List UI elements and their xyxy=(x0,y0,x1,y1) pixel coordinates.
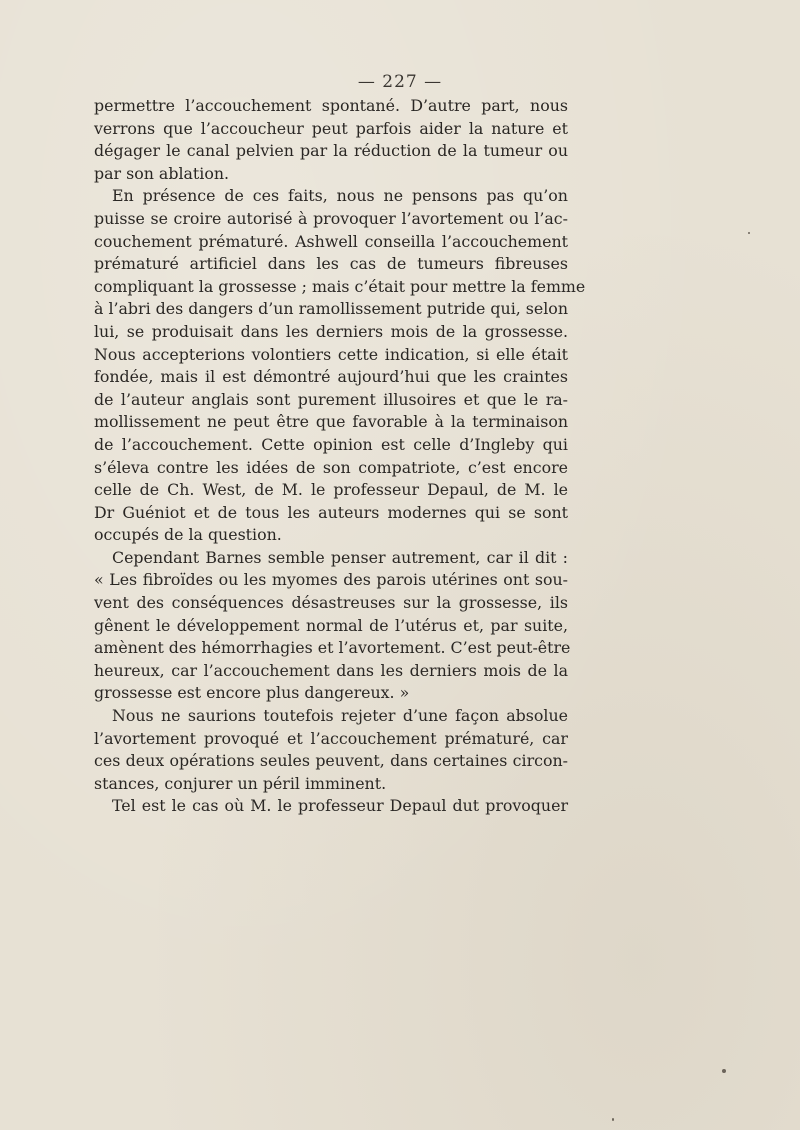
text-line: celle de Ch. West, de M. le professeur Depaul, de M. le xyxy=(94,480,568,500)
text-line: prématuré artificiel dans les cas de tumeurs fibreuses xyxy=(94,254,568,274)
text-line: couchement prématuré. Ashwell conseilla l’accouchement xyxy=(94,231,568,251)
text-line: dégager le canal pelvien par la réduction de la tumeur ou xyxy=(94,141,568,161)
text-line: Nous ne saurions toutefois rejeter d’une façon absolue xyxy=(112,706,568,726)
text-line: « Les fibroïdes ou les myomes des parois utérines ont sou- xyxy=(94,570,568,590)
text-line: amènent des hémorrhagies et l’avortement. C’est peut-être xyxy=(94,638,571,658)
paper-speck xyxy=(748,232,750,234)
text-line: grossesse est encore plus dangereux. » xyxy=(94,683,410,703)
text-line: de l’accouchement. Cette opinion est celle d’Ingleby qui xyxy=(94,434,568,454)
text-line: par son ablation. xyxy=(94,163,230,183)
text-line: puisse se croire autorisé à provoquer l’avortement ou l’ac- xyxy=(94,208,568,228)
text-line: à l’abri des dangers d’un ramollissement putride qui, selon xyxy=(94,299,568,319)
text-line: ces deux opérations seules peuvent, dans certaines circon- xyxy=(94,751,568,771)
text-line: mollissement ne peut être que favorable à la terminaison xyxy=(94,412,568,432)
text-line: occupés de la question. xyxy=(94,525,282,545)
page-number: — 227 — xyxy=(357,72,443,92)
text-line: En présence de ces faits, nous ne pensons pas qu’on xyxy=(112,186,568,206)
text-line: permettre l’accouchement spontané. D’autre part, nous xyxy=(94,96,568,115)
text-line: de l’auteur anglais sont purement illusoires et que le ra- xyxy=(94,389,568,409)
text-line: stances, conjurer un péril imminent. xyxy=(94,773,387,793)
paper-speck xyxy=(612,1118,614,1121)
text-line: Nous accepterions volontiers cette indication, si elle était xyxy=(94,344,568,364)
text-line: Dr Guéniot et de tous les auteurs modernes qui se sont xyxy=(94,502,568,522)
text-line: Cependant Barnes semble penser autrement, car il dit : xyxy=(112,547,568,567)
text-line: s’éleva contre les idées de son compatriote, c’est encore xyxy=(94,457,568,477)
text-line: verrons que l’accoucheur peut parfois aider la nature et xyxy=(94,118,568,138)
body-text xyxy=(94,95,586,818)
text-line: Tel est le cas où M. le professeur Depaul dut provoquer xyxy=(112,796,568,816)
text-line: lui, se produisait dans les derniers mois de la grossesse. xyxy=(94,321,568,341)
text-line: vent des conséquences désastreuses sur la grossesse, ils xyxy=(94,593,568,613)
paper-speck xyxy=(722,1069,726,1073)
text-line: l’avortement provoqué et l’accouchement prématuré, car xyxy=(94,728,568,748)
text-line: compliquant la grossesse ; mais c’était pour mettre la femme xyxy=(94,276,586,296)
text-line: fondée, mais il est démontré aujourd’hui que les craintes xyxy=(94,367,568,387)
text-line: gênent le développement normal de l’utérus et, par suite, xyxy=(94,615,568,635)
text-line: heureux, car l’accouchement dans les derniers mois de la xyxy=(94,660,568,680)
